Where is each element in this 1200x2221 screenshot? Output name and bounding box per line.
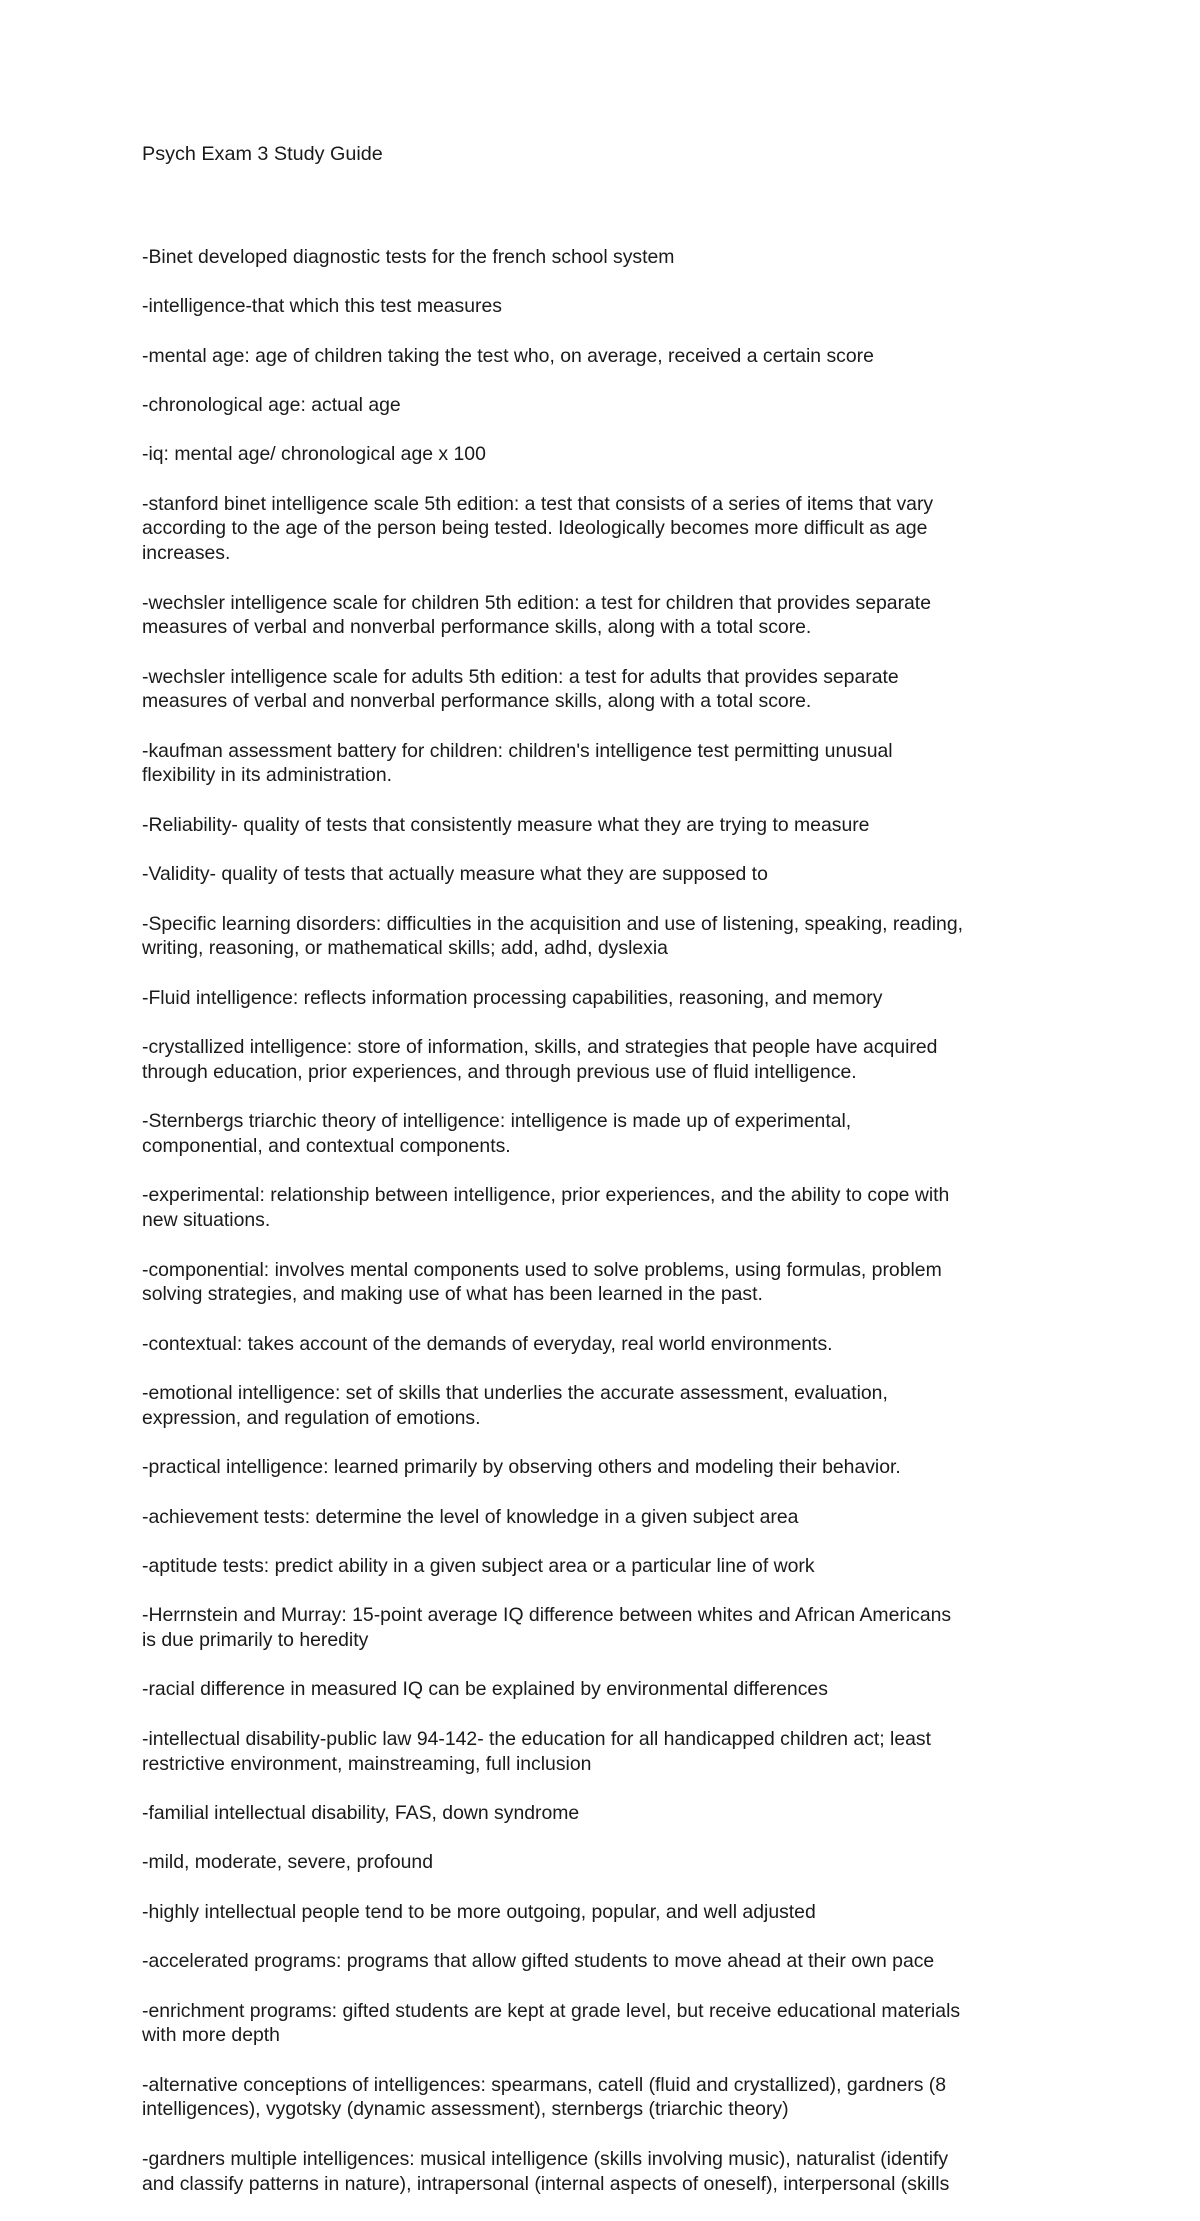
paragraph: -practical intelligence: learned primarily by observing others and modeling their behavior. <box>142 1456 901 1479</box>
paragraph: -Specific learning disorders: difficulties in the acquisition and use of listening, speaking, reading, writing, reasoning, or mathematical skills; add, adhd, dyslexia <box>142 912 963 960</box>
paragraph: -crystallized intelligence: store of information, skills, and strategies that people have acquired through education, prior experiences, and through previous use of fluid intelligence. <box>142 1036 938 1083</box>
paragraph: -mental age: age of children taking the test who, on average, received a certain score <box>142 344 874 367</box>
paragraph: -intelligence-that which this test measures <box>142 295 502 318</box>
paragraph: -Herrnstein and Murray: 15-point average IQ difference between whites and African Americans is due primarily to heredity <box>142 1604 952 1652</box>
paragraph: -highly intellectual people tend to be more outgoing, popular, and well adjusted <box>142 1900 816 1923</box>
paragraph: -enrichment programs: gifted students are kept at grade level, but receive educational materials with more depth <box>142 1999 961 2047</box>
paragraph: -chronological age: actual age <box>142 393 401 416</box>
paragraph: -kaufman assessment battery for children: children's intelligence test permitting unusual flexibility in its administration. <box>142 739 893 787</box>
paragraph: -iq: mental age/ chronological age x 100 <box>142 443 486 466</box>
paragraph: -emotional intelligence: set of skills that underlies the accurate assessment, evaluation, expression, and regulation of emotions. <box>142 1382 888 1429</box>
paragraph: -Validity- quality of tests that actually measure what they are supposed to <box>142 863 768 886</box>
paragraph: -Reliability- quality of tests that consistently measure what they are trying to measure <box>142 813 870 836</box>
paragraph: -achievement tests: determine the level of knowledge in a given subject area <box>142 1505 799 1528</box>
paragraph: -familial intellectual disability, FAS, down syndrome <box>142 1802 580 1824</box>
paragraph: -intellectual disability-public law 94-142- the education for all handicapped children act; least restrictive environment, mainstreaming, full inclusion <box>142 1727 932 1775</box>
paragraph: -experimental: relationship between intelligence, prior experiences, and the ability to cope with new situations. <box>142 1184 950 1232</box>
paragraph: -Fluid intelligence: reflects information processing capabilities, reasoning, and memory <box>142 986 883 1009</box>
paragraph: -accelerated programs: programs that allow gifted students to move ahead at their own pace <box>142 1950 935 1973</box>
paragraph: -componential: involves mental components used to solve problems, using formulas, problem solving strategies, and making use of what has been learned in the past. <box>142 1258 942 1306</box>
paragraph: -gardners multiple intelligences: musical intelligence (skills involving music), naturalist (identify and classify patterns in nature), intrapersonal (internal aspects of oneself), interpersonal (skills <box>142 2147 950 2195</box>
paragraph: -mild, moderate, severe, profound <box>142 1851 434 1874</box>
paragraph: -contextual: takes account of the demands of everyday, real world environments. <box>142 1332 833 1355</box>
paragraph: -aptitude tests: predict ability in a given subject area or a particular line of work <box>142 1554 815 1577</box>
paragraph: -Binet developed diagnostic tests for the french school system <box>142 245 675 268</box>
paragraph: -Sternbergs triarchic theory of intelligence: intelligence is made up of experimental, componential, and contextual components. <box>142 1110 852 1158</box>
paragraph: -wechsler intelligence scale for children 5th edition: a test for children that provides separate measures of verbal and nonverbal performance skills, along with a total score. <box>142 591 931 639</box>
paragraph: -alternative conceptions of intelligences: spearmans, catell (fluid and crystallized), gardners (8 intelligences), vygotsky (dynamic assessment), sternbergs (triarchic theory) <box>142 2073 947 2121</box>
paragraph: -racial difference in measured IQ can be explained by environmental differences <box>142 1678 828 1701</box>
document-body <box>142 220 1072 2221</box>
paragraph: -stanford binet intelligence scale 5th edition: a test that consists of a series of items that vary according to the age of the person being tested. Ideologically becomes more difficult as age increases. <box>142 492 934 565</box>
paragraph: -wechsler intelligence scale for adults 5th edition: a test for adults that provides separate measures of verbal and nonverbal performance skills, along with a total score. <box>142 665 899 713</box>
document-title: Psych Exam 3 Study Guide <box>142 143 383 165</box>
